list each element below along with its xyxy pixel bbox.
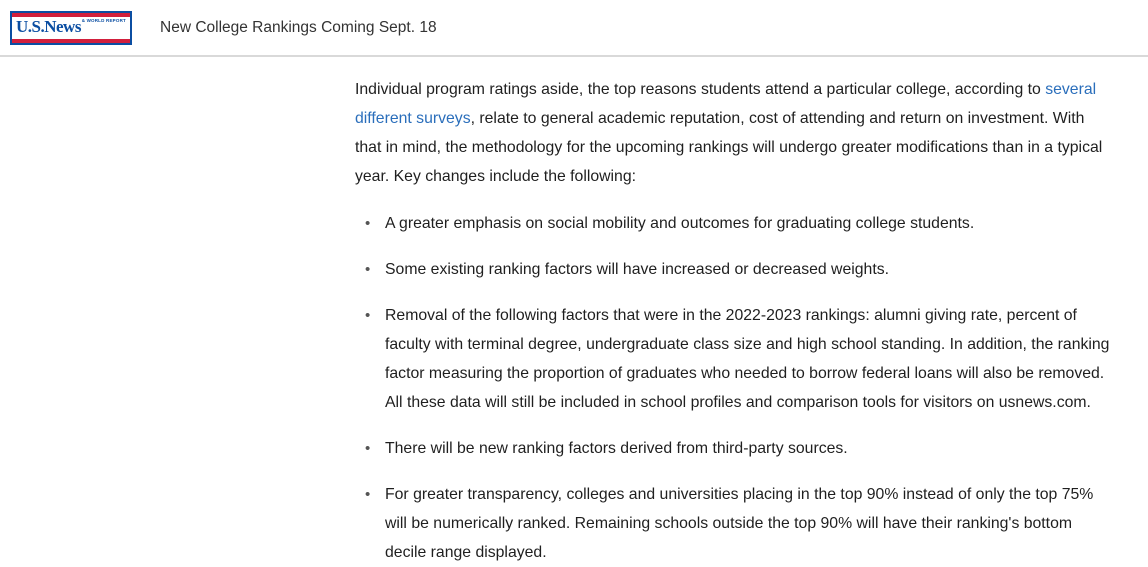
list-item: • Some existing ranking factors will have increased or decreased weights. [377,255,1115,284]
intro-text-part-2: , relate to general academic reputation, cost of attending and return on investment. With that in mind, the methodology for the upcoming rankings will undergo greater modifications than in a typical year. Key changes include the following: [355,110,1103,185]
logo-tagline: & WORLD REPORT [81,17,126,23]
logo-bottom-rule [12,39,130,43]
intro-text-part-1: Individual program ratings aside, the top reasons students attend a particular college, according to [355,81,1046,98]
logo-top-rule [12,13,130,17]
site-header [0,0,1148,55]
article-content [0,57,1148,567]
article-body [355,75,1115,567]
list-item: • For greater transparency, colleges and universities placing in the top 90% instead of only the top 75% will be numerically ranked. Remaining schools outside the top 90% will have their ranking's bottom decile range displayed. [377,480,1115,567]
intro-paragraph [355,75,1115,191]
list-item: • Removal of the following factors that were in the 2022-2023 rankings: alumni giving rate, percent of faculty with terminal degree, undergraduate class size and high school standing. In addition, the ranking factor measuring the proportion of graduates who needed to borrow federal loans will also be removed. All these data will still be included in school profiles and comparison tools for visitors on usnews.com. [377,301,1115,417]
page-title: New College Rankings Coming Sept. 18 [160,18,437,36]
logo-wordmark: U.S.News [16,16,81,36]
surveys-link[interactable]: several different surveys [355,81,1097,127]
usnews-logo[interactable] [10,11,132,45]
key-changes-list [355,209,1115,567]
list-item: • There will be new ranking factors derived from third-party sources. [377,434,1115,463]
list-item: • A greater emphasis on social mobility and outcomes for graduating college students. [377,209,1115,238]
